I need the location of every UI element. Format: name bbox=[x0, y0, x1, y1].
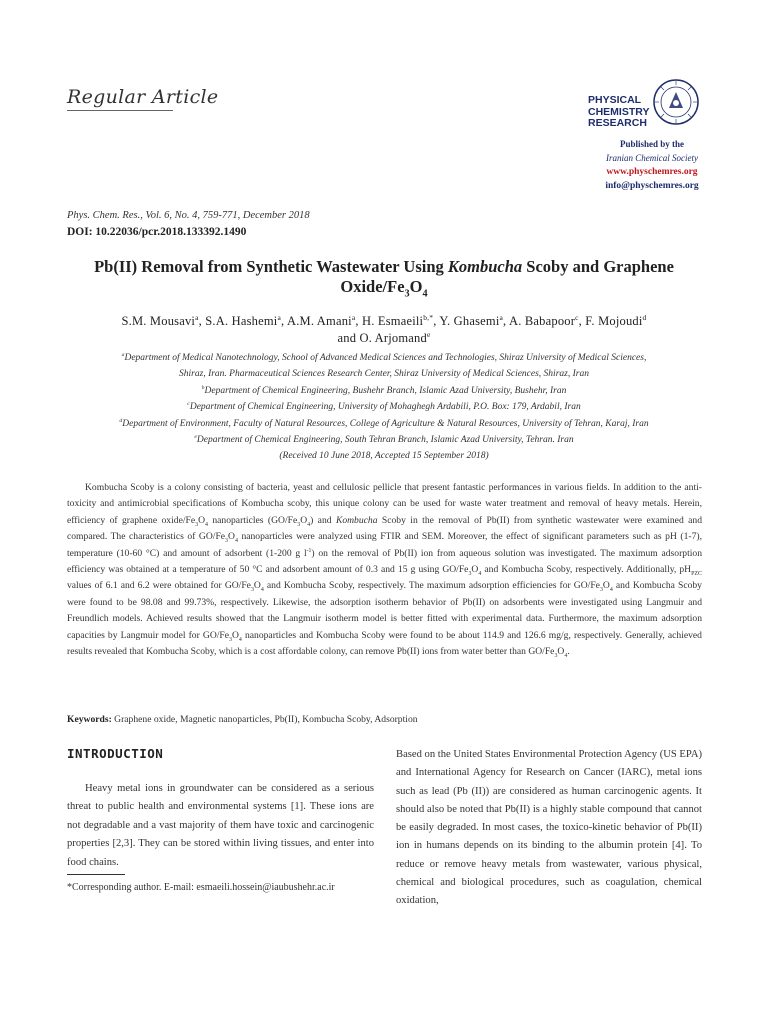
sub: 4 bbox=[260, 587, 264, 594]
sub: 4 bbox=[234, 538, 238, 545]
affiliation-mark: d bbox=[119, 417, 123, 424]
author: O. Arjomand bbox=[359, 331, 427, 345]
abstract-text: nanoparticles were analyzed using FTIR and SEM. Moreover, the effect of significant parameters such as pH (1-7), temperature (10-60 °C) and amount of adsorbent (1-200 g l bbox=[67, 531, 702, 559]
affiliation-mark: c bbox=[187, 401, 190, 408]
sub: 3 bbox=[250, 587, 254, 594]
author-affiliation-mark: b,* bbox=[423, 312, 434, 322]
section-heading-introduction: INTRODUCTION bbox=[67, 746, 164, 761]
affiliation-text: Shiraz, Iran. Pharmaceutical Sciences Research Center, Shiraz University of Medical Sciences, Shiraz, Iran bbox=[179, 369, 589, 380]
sub: 4 bbox=[238, 636, 242, 643]
keywords bbox=[67, 714, 702, 725]
title-o: O bbox=[409, 277, 423, 296]
abstract-text: Scoby in the removal of Pb(II) from synthetic wastewater were examined and compared. The characteristics of GO/Fe bbox=[67, 514, 702, 543]
abstract-italic: Kombucha bbox=[335, 514, 378, 526]
abstract-text: ) on the removal of Pb(II) ion from aqueous solution was investigated. The maximum adsorption efficiency was obtained at a temperature of 50 °C and adsorbent amount of 0.3 and 15 g using GO/Fe bbox=[67, 547, 702, 576]
affiliation-text: Department of Environment, Faculty of Natural Resources, College of Agriculture & Natural Resources, University of Tehran, Karaj, Iran bbox=[122, 418, 649, 429]
author-affiliation-mark: a bbox=[351, 312, 356, 322]
paper-title bbox=[40, 257, 728, 300]
footnote-divider bbox=[67, 874, 125, 875]
abstract-text: nanoparticles and Kombucha Scoby were found to be about 114.9 and 126.6 mg/g, respectively. Generally, achieved results revealed that Kombucha Scoby, which is a cost affordable colony, can remove Pb(II) ions from water better than GO/Fe bbox=[67, 629, 702, 658]
title-part2: Scoby and Graphene bbox=[522, 257, 674, 276]
intro-paragraph: Based on the United States Environmental Protection Agency (US EPA) and International Agency for Research on Cancer (IARC), metal ions such as lead (Pb (II)) are considered as human carcinogenic agents. It should also be noted that Pb(II) is a highly stable compound that cannot be easily degraded. In most cases, the toxico-kinetic behavior of Pb(II) ion in humans depends on its binding to the albumin protein [4]. To reduce or remove heavy metals from wastewater, various physical, chemical and biological procedures, such as coagulation, chemical oxidation, bbox=[396, 749, 702, 907]
sub: 4 bbox=[478, 570, 482, 577]
author-separator: , bbox=[433, 314, 440, 328]
society-name: Iranian Chemical Society bbox=[606, 153, 698, 163]
title-sub4: 4 bbox=[422, 288, 428, 300]
affiliations bbox=[40, 350, 728, 465]
sub: 3 bbox=[225, 538, 229, 545]
sub: 3 bbox=[229, 636, 232, 643]
sub: 3 bbox=[554, 652, 558, 659]
sub: 3 bbox=[468, 570, 472, 577]
author-affiliation-mark: c bbox=[575, 312, 579, 322]
journal-email-link[interactable]: info@physchemres.org bbox=[605, 181, 699, 191]
author-list bbox=[40, 313, 728, 347]
abstract-text: O bbox=[198, 514, 205, 526]
affiliation bbox=[40, 350, 728, 366]
abstract-text: values of 6.1 and 6.2 were obtained for GO/Fe bbox=[67, 580, 251, 592]
abstract-text: O bbox=[231, 629, 239, 641]
author-separator: , bbox=[355, 314, 363, 328]
affiliation bbox=[40, 366, 728, 382]
affiliation bbox=[40, 383, 728, 399]
author-affiliation-mark: a bbox=[277, 312, 281, 322]
affiliation-text: Department of Medical Nanotechnology, School of Advanced Medical Sciences and Technologies, Shiraz University of Medical Sciences, bbox=[124, 353, 647, 363]
journal-name-line3: RESEARCH bbox=[588, 117, 647, 129]
intro-paragraph: Heavy metal ions in groundwater can be considered as a serious threat to public health and environmental systems [1]. These ions are not degradable and a vast majority of them have toxic and carcinogenic properties [2,3]. They can be stored within living tissues, and enter into food chains. bbox=[67, 783, 374, 868]
author-affiliation-mark: a bbox=[499, 312, 504, 322]
keywords-text: Graphene oxide, Magnetic nanoparticles, Pb(II), Kombucha Scoby, Adsorption bbox=[111, 714, 418, 725]
title-part1: Pb(II) Removal from Synthetic Wastewater Using bbox=[94, 257, 448, 276]
sub: 3 bbox=[297, 521, 301, 528]
received-dates bbox=[40, 448, 728, 464]
affiliation-text: Department of Chemical Engineering, South Tehran Branch, Islamic Azad University, Tehran. Iran bbox=[196, 435, 574, 446]
sub: 3 bbox=[195, 521, 199, 528]
affiliation bbox=[40, 432, 728, 448]
author: Y. Ghasemi bbox=[439, 314, 500, 328]
doi-link[interactable]: DOI: 10.22036/pcr.2018.133392.1490 bbox=[67, 226, 247, 238]
sub: 4 bbox=[609, 587, 613, 594]
abstract-text: and Kombucha Scoby were found to be 98.08 and 99.73%, respectively. Likewise, the adsorption isotherm behavior of Pb(II) on adsorbents were investigated using Langmuir and Freundlich models. Achieved results showed that the Langmuir isotherm model is better fitted with experimental data. Furthermore, the maximum adsorption capacities by Langmuir model for GO/Fe bbox=[67, 580, 702, 641]
affiliation-text: Department of Chemical Engineering, Bushehr Branch, Islamic Azad University, Bushehr, Iran bbox=[204, 385, 567, 396]
article-type-underline bbox=[67, 110, 173, 111]
abstract-text: ) and bbox=[310, 514, 336, 526]
sup: -1 bbox=[306, 547, 312, 554]
affiliation-mark: e bbox=[194, 433, 197, 440]
sub: 4 bbox=[564, 652, 568, 659]
abstract-text: . bbox=[567, 646, 570, 658]
journal-name-line1: PHYSICAL bbox=[588, 94, 642, 106]
author: S.A. Hashemi bbox=[205, 314, 278, 328]
author: A.M. Amani bbox=[286, 314, 352, 328]
author-separator: , bbox=[578, 314, 586, 328]
journal-emblem-icon bbox=[652, 78, 700, 126]
affiliation-mark: a bbox=[121, 351, 125, 358]
author-and: and bbox=[337, 331, 360, 345]
journal-website-link[interactable]: www.physchemres.org bbox=[606, 167, 698, 177]
citation: Phys. Chem. Res., Vol. 6, No. 4, 759-771, December 2018 bbox=[67, 210, 310, 221]
keywords-label: Keywords: bbox=[67, 714, 112, 725]
affiliation-mark: b bbox=[201, 384, 205, 391]
abstract-text: O bbox=[557, 646, 565, 658]
abstract-text: and Kombucha Scoby, respectively. The maximum adsorption efficiencies for GO/Fe bbox=[263, 580, 600, 592]
author-separator: , bbox=[281, 314, 287, 328]
article-type-label: Regular Article bbox=[67, 86, 219, 108]
abstract bbox=[67, 480, 702, 660]
abstract-text: O bbox=[228, 531, 235, 543]
published-by: Published by the bbox=[619, 139, 685, 149]
received-text: (Received 10 June 2018, Accepted 15 September 2018) bbox=[279, 451, 489, 462]
journal-name-line2: CHEMISTRY bbox=[588, 105, 650, 118]
affiliation-text: Department of Chemical Engineering, University of Mohaghegh Ardabili, P.O. Box: 179, Ardabil, Iran bbox=[189, 402, 581, 413]
abstract-text: O bbox=[253, 580, 261, 592]
abstract-text: O bbox=[471, 564, 479, 576]
author: S.M. Mousavi bbox=[121, 314, 196, 328]
intro-right-column bbox=[396, 746, 702, 911]
abstract-text: nanoparticles (GO/Fe bbox=[207, 514, 298, 526]
abstract-text: Kombucha Scoby is a colony consisting of bacteria, yeast and cellulosic pellicle that present fantastic performances in various fields. In addition to the anti-toxicity and antimicrobial specifications of Kombucha scoby, this unique colony can be used for waste water treatment and removal of heavy metals. Herein, efficiency of graphene oxide/Fe bbox=[67, 482, 702, 526]
sub: 4 bbox=[205, 521, 208, 528]
intro-left-column bbox=[67, 780, 374, 872]
sub: PZC bbox=[691, 570, 702, 577]
journal-logo-text bbox=[588, 95, 649, 130]
author: F. Mojoudi bbox=[585, 314, 643, 328]
publisher-block bbox=[577, 137, 727, 193]
author-affiliation-mark: a bbox=[195, 312, 199, 322]
author-separator: , bbox=[198, 314, 206, 328]
sub: 3 bbox=[599, 587, 603, 594]
abstract-text: and Kombucha Scoby, respectively. Additionally, pH bbox=[481, 564, 692, 576]
author-affiliation-mark: e bbox=[426, 329, 431, 339]
corresponding-author-footnote: *Corresponding author. E-mail: esmaeili.hossein@iaubushehr.ac.ir bbox=[67, 882, 335, 893]
author-affiliation-mark: d bbox=[642, 312, 647, 322]
title-italic: Kombucha bbox=[447, 257, 523, 276]
abstract-text: O bbox=[602, 580, 610, 592]
author-separator: , bbox=[503, 314, 510, 328]
affiliation bbox=[40, 399, 728, 415]
author: A. Babapoor bbox=[509, 314, 576, 328]
title-sub3: 3 bbox=[404, 288, 410, 300]
author: H. Esmaeili bbox=[362, 314, 424, 328]
abstract-text: O bbox=[300, 514, 308, 526]
affiliation bbox=[40, 416, 728, 432]
title-line2: Oxide/Fe bbox=[340, 277, 405, 296]
sub: 4 bbox=[307, 521, 311, 528]
